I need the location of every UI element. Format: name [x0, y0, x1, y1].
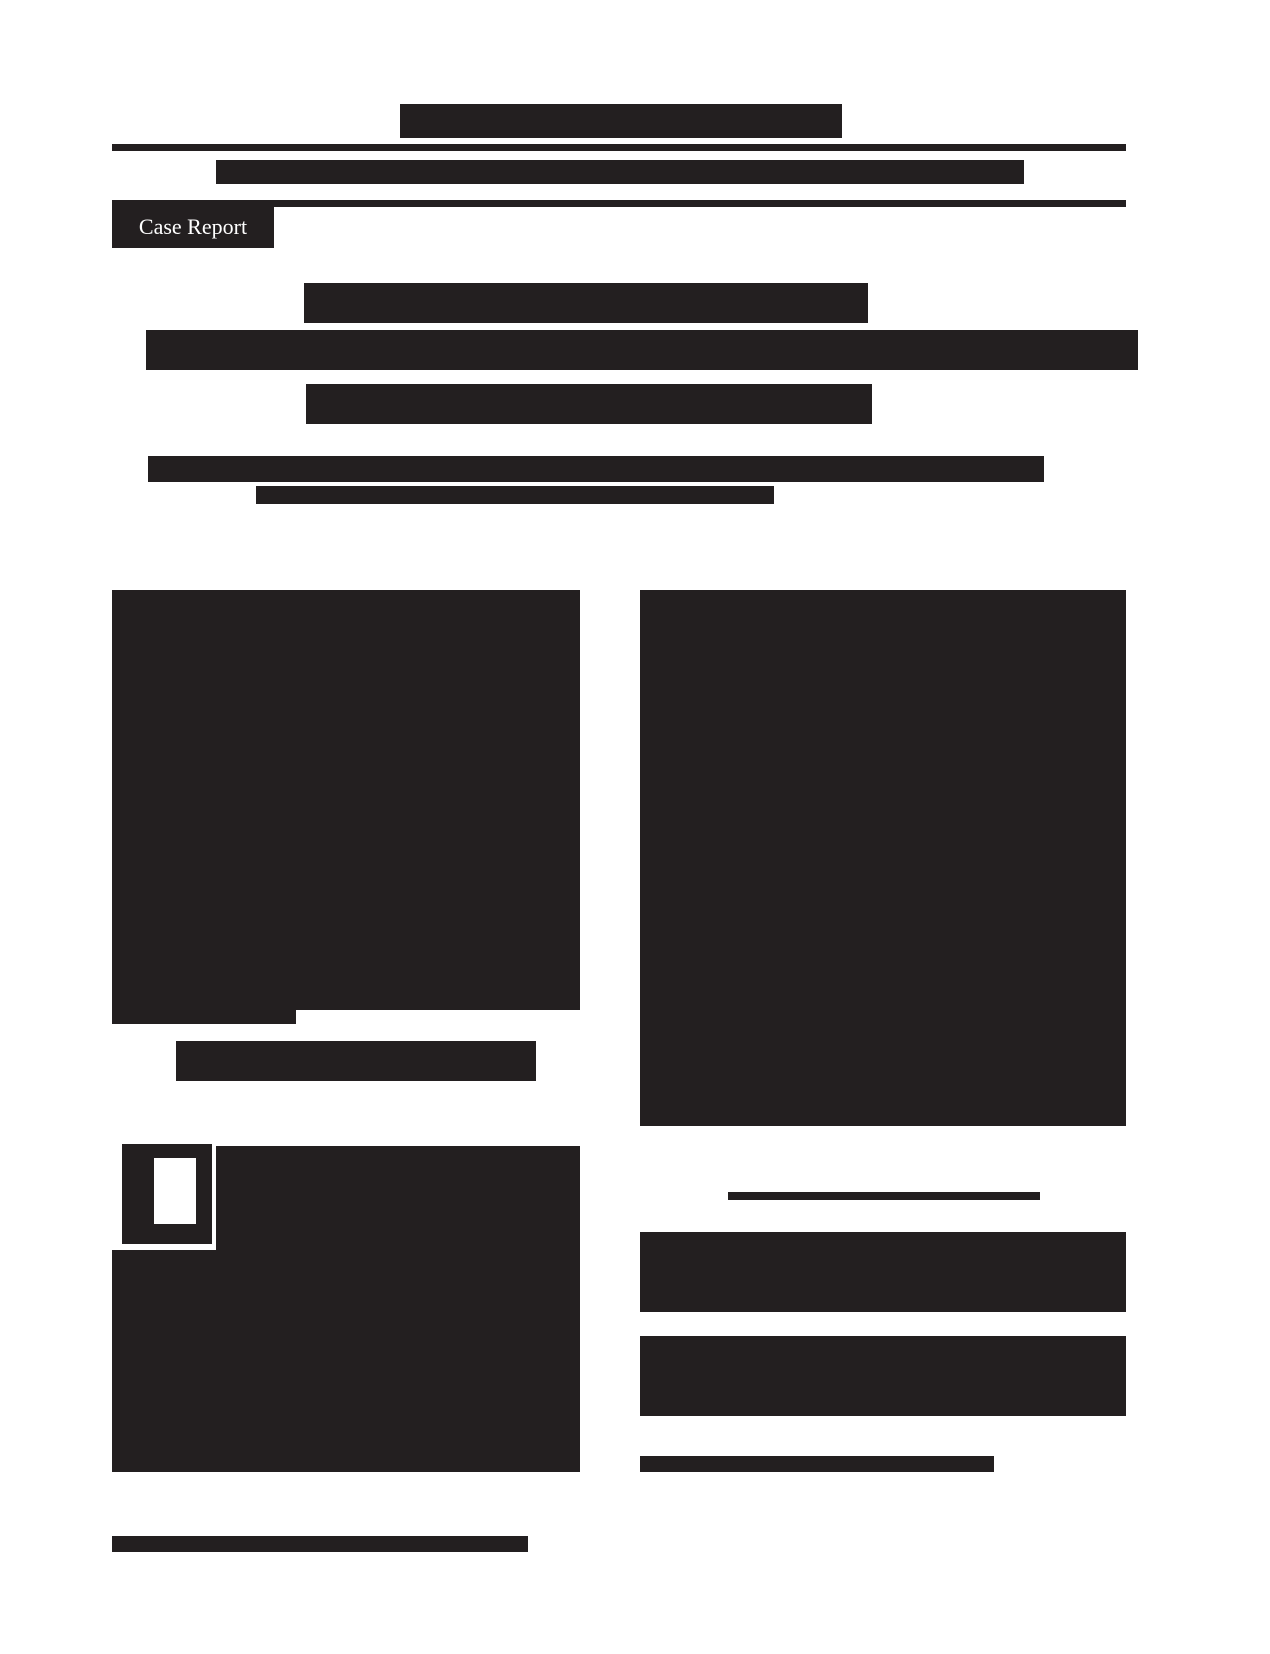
title-line-1 — [304, 283, 868, 323]
section-badge: Case Report — [112, 206, 274, 248]
title-line-2 — [146, 330, 1138, 370]
correspondence-note — [640, 1336, 1126, 1416]
body-left-text — [112, 1250, 580, 1472]
drop-cap — [122, 1144, 212, 1244]
abstract-last-line — [112, 1010, 296, 1024]
body-left-text-indent — [216, 1146, 580, 1266]
received-date — [640, 1456, 994, 1472]
keywords — [176, 1041, 536, 1081]
journal-citation-line — [216, 160, 1024, 184]
authors-line-2 — [256, 486, 774, 504]
footnote-separator — [728, 1192, 1040, 1200]
body-right-column — [640, 590, 1126, 1126]
journal-name — [400, 104, 842, 138]
authors-line-1 — [148, 456, 1044, 482]
title-line-3 — [306, 384, 872, 424]
abstract — [112, 590, 580, 1010]
affiliation-note — [640, 1232, 1126, 1312]
page-footer — [112, 1536, 528, 1552]
masthead-rule-top — [112, 144, 1126, 151]
